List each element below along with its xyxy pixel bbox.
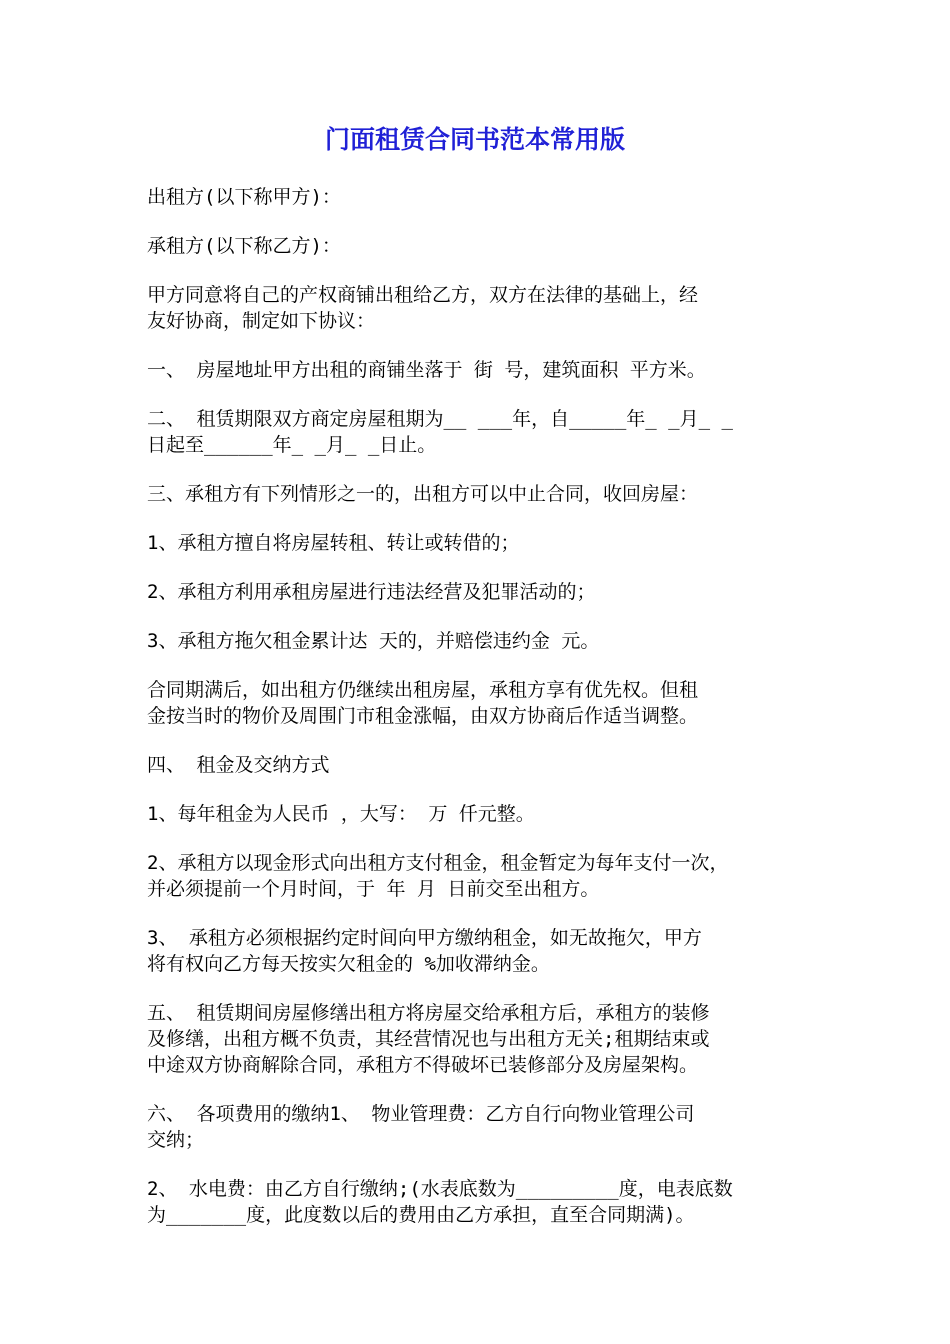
document-title: 门面租赁合同书范本常用版 <box>324 125 625 154</box>
paragraph-line: 甲方同意将自己的产权商铺出租给乙方，双方在法律的基础上，经 <box>147 284 699 306</box>
paragraph-line: 为_______度，此度数以后的费用由乙方承担，直至合同期满)。 <box>147 1204 695 1226</box>
paragraph-line: 合同期满后，如出租方仍继续出租房屋，承租方享有优先权。但租 <box>147 679 699 701</box>
contract-paragraph <box>147 184 815 210</box>
contract-paragraph <box>147 233 815 259</box>
paragraph-line: 二、 租赁期限双方商定房屋租期为__ ___年，自_____年_ _月_ _ <box>147 408 733 430</box>
contract-paragraph <box>147 801 815 827</box>
paragraph-line: 并必须提前一个月时间，于 年 月 日前交至出租方。 <box>147 878 600 900</box>
document-body <box>147 184 815 1251</box>
paragraph-line: 金按当时的物价及周围门市租金涨幅，由双方协商后作适当调整。 <box>147 705 699 727</box>
paragraph-line: 1、承租方擅自将房屋转租、转让或转借的； <box>147 532 520 554</box>
contract-paragraph <box>147 677 815 729</box>
paragraph-line: 日起至______年_ _月_ _日止。 <box>147 434 437 456</box>
paragraph-line: 友好协商，制定如下协议： <box>147 310 376 332</box>
contract-paragraph <box>147 357 815 383</box>
paragraph-line: 六、 各项费用的缴纳1、 物业管理费：乙方自行向物业管理公司 <box>147 1103 695 1125</box>
contract-paragraph <box>147 752 815 778</box>
paragraph-line: 五、 租赁期间房屋修缮出租方将房屋交给承租方后，承租方的装修 <box>147 1002 710 1024</box>
contract-paragraph <box>147 481 815 507</box>
contract-paragraph <box>147 406 815 458</box>
paragraph-line: 一、 房屋地址甲方出租的商铺坐落于 街 号，建筑面积 平方米。 <box>147 359 706 381</box>
contract-paragraph <box>147 579 815 605</box>
paragraph-line: 四、 租金及交纳方式 <box>147 754 330 776</box>
contract-paragraph <box>147 282 815 334</box>
paragraph-line: 3、承租方拖欠租金累计达 天的，并赔偿违约金 元。 <box>147 630 600 652</box>
paragraph-line: 交纳； <box>147 1129 205 1151</box>
contract-paragraph <box>147 850 815 902</box>
contract-paragraph <box>147 1176 815 1228</box>
paragraph-line: 3、 承租方必须根据约定时间向甲方缴纳租金，如无故拖欠，甲方 <box>147 927 702 949</box>
paragraph-line: 及修缮，出租方概不负责，其经营情况也与出租方无关;租期结束或 <box>147 1028 710 1050</box>
paragraph-line: 2、承租方利用承租房屋进行违法经营及犯罪活动的； <box>147 581 596 603</box>
paragraph-line: 2、承租方以现金形式向出租方支付租金，租金暂定为每年支付一次， <box>147 852 729 874</box>
paragraph-line: 三、承租方有下列情形之一的，出租方可以中止合同，收回房屋： <box>147 483 699 505</box>
paragraph-line: 承租方(以下称乙方)： <box>147 235 341 257</box>
paragraph-line: 将有权向乙方每天按实欠租金的 %加收滞纳金。 <box>147 953 550 975</box>
paragraph-line: 2、 水电费：由乙方自行缴纳;(水表底数为_________度，电表底数 <box>147 1178 733 1200</box>
contract-paragraph <box>147 1101 815 1153</box>
contract-paragraph <box>147 530 815 556</box>
paragraph-line: 出租方(以下称甲方)： <box>147 186 341 208</box>
paragraph-line: 1、每年租金为人民币 ，大写： 万 仟元整。 <box>147 803 535 825</box>
contract-paragraph <box>147 1000 815 1078</box>
contract-paragraph <box>147 628 815 654</box>
contract-paragraph <box>147 925 815 977</box>
paragraph-line: 中途双方协商解除合同，承租方不得破坏已装修部分及房屋架构。 <box>147 1054 699 1076</box>
